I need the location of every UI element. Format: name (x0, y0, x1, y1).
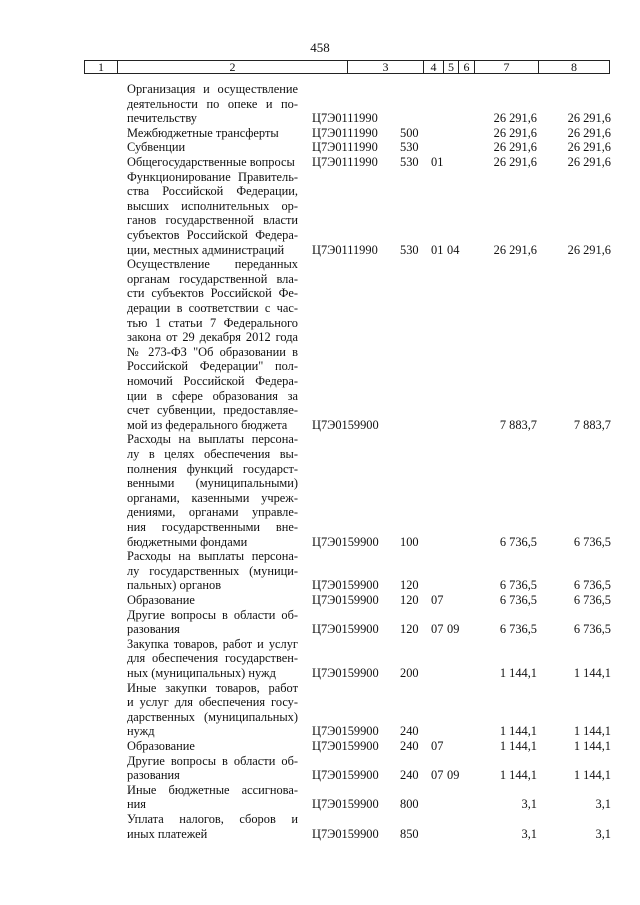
row-name-line: ции, местных администраций (127, 242, 285, 257)
subsection-code: 09 (447, 768, 460, 783)
target-code: Ц7Э0159900 (312, 417, 379, 432)
expense-type: 800 (400, 797, 419, 812)
row-name (127, 257, 298, 432)
target-code: Ц7Э0159900 (312, 724, 379, 739)
row-name (127, 593, 298, 608)
row-name-line: тью 1 статьи 7 Федерального (127, 315, 298, 330)
header-col-6: 6 (459, 61, 475, 73)
row-name (127, 812, 298, 841)
header-col-2: 2 (118, 61, 348, 73)
row-name-line: венными (муниципальными) (127, 476, 298, 491)
expense-type: 120 (400, 593, 419, 607)
row-name (127, 754, 298, 783)
row-name (127, 126, 298, 141)
target-code: Ц7Э0111990 (312, 155, 378, 169)
row-name (127, 140, 298, 155)
row-name-line: счет субвенции, предоставляе- (127, 403, 298, 418)
row-name-line: Закупка товаров, работ и услуг (127, 636, 298, 651)
section-code: 07 (431, 622, 444, 637)
table-row (0, 549, 640, 593)
amount-col-8: 26 291,6 (567, 140, 611, 155)
row-name-line: ния (127, 797, 146, 812)
row-name-line: ции в сфере образования за (127, 388, 298, 403)
expense-type: 530 (400, 155, 419, 169)
row-name-line: № 273-ФЗ "Об образовании в (127, 344, 298, 359)
row-name (127, 608, 298, 637)
row-name-line: сти субъектов Российской Фе- (127, 286, 298, 301)
amount-col-8: 1 144,1 (573, 724, 611, 739)
subsection-code: 09 (447, 622, 460, 637)
header-col-1: 1 (85, 61, 118, 73)
table-row (0, 608, 640, 637)
target-code: Ц7Э0159900 (312, 739, 379, 753)
row-name-line: органам государственной вла- (127, 271, 298, 286)
row-name (127, 82, 298, 126)
row-name-line: закона от 29 декабря 2012 года (127, 330, 298, 345)
amount-col-7: 7 883,7 (499, 417, 537, 432)
amount-col-7: 6 736,5 (499, 534, 537, 549)
target-code: Ц7Э0159900 (312, 826, 379, 841)
target-code: Ц7Э0111990 (312, 242, 378, 257)
row-name-line: мой из федерального бюджета (127, 417, 288, 432)
row-name (127, 783, 298, 812)
row-name-line: и услуг для обеспечения госу- (127, 695, 298, 710)
table-row (0, 812, 640, 841)
row-name (127, 681, 298, 739)
row-name (127, 637, 298, 681)
row-name-line: субъектов Российской Федера- (127, 227, 298, 242)
section-code: 01 (431, 242, 444, 257)
row-name-line: Образование (127, 739, 195, 753)
target-code: Ц7Э0111990 (312, 140, 378, 155)
amount-col-8: 1 144,1 (573, 768, 611, 783)
amount-col-8: 1 144,1 (573, 665, 611, 680)
table-header-row (84, 60, 610, 74)
table-row (0, 681, 640, 739)
row-name (127, 549, 298, 593)
amount-col-8: 6 736,5 (573, 578, 611, 593)
row-name-line: ства Российской Федерации, (127, 184, 298, 199)
row-name-line: лу в целях обеспечения вы- (127, 446, 298, 461)
amount-col-7: 26 291,6 (493, 242, 537, 257)
row-name-line: иных платежей (127, 826, 208, 841)
row-name-line: разования (127, 768, 180, 783)
target-code: Ц7Э0159900 (312, 622, 379, 637)
row-name-line: разования (127, 622, 180, 637)
row-name-line: нужд (127, 724, 155, 739)
target-code: Ц7Э0111990 (312, 111, 378, 126)
table-row (0, 754, 640, 783)
header-col-8: 8 (571, 60, 577, 74)
table-row (0, 593, 640, 608)
table-row (0, 637, 640, 681)
expense-type: 530 (400, 140, 419, 155)
row-name-line: Организация и осуществление (127, 82, 298, 96)
section-code: 07 (431, 768, 444, 783)
page-number: 458 (310, 40, 330, 55)
amount-col-7: 26 291,6 (493, 155, 537, 169)
row-name-line: деятельности по опеке и по- (127, 96, 298, 111)
row-name-line: Осуществление переданных (127, 257, 298, 272)
expense-type: 120 (400, 578, 419, 593)
row-name-line: бюджетными фондами (127, 534, 248, 549)
table-row (0, 783, 640, 812)
target-code: Ц7Э0111990 (312, 125, 378, 140)
expense-type: 120 (400, 622, 419, 637)
expense-type: 240 (400, 768, 419, 783)
amount-col-8: 26 291,6 (567, 242, 611, 257)
expense-type: 530 (400, 242, 419, 257)
amount-col-8: 6 736,5 (573, 534, 611, 549)
amount-col-7: 26 291,6 (493, 111, 537, 126)
amount-col-7: 1 144,1 (499, 665, 537, 680)
target-code: Ц7Э0159900 (312, 665, 379, 680)
amount-col-8: 3,1 (595, 826, 611, 841)
row-name (127, 432, 298, 549)
header-col-4: 4 (424, 61, 444, 73)
amount-col-7: 26 291,6 (493, 125, 537, 140)
row-name-line: Расходы на выплаты персона- (127, 549, 298, 564)
amount-col-8: 1 144,1 (573, 739, 611, 753)
section-code: 07 (431, 739, 444, 753)
section-code: 07 (431, 593, 444, 607)
row-name-line: Иные бюджетные ассигнова- (127, 782, 298, 797)
amount-col-7: 3,1 (521, 797, 537, 812)
target-code: Ц7Э0159900 (312, 797, 379, 812)
row-name (127, 739, 298, 754)
amount-col-8: 7 883,7 (573, 417, 611, 432)
header-col-7: 7 (475, 61, 539, 73)
row-name-line: Функционирование Правитель- (127, 169, 298, 184)
table-row (0, 82, 640, 126)
amount-col-7: 1 144,1 (499, 768, 537, 783)
row-name-line: Другие вопросы в области об- (127, 753, 298, 768)
row-name-line: Образование (127, 593, 195, 607)
amount-col-7: 6 736,5 (499, 593, 537, 607)
target-code: Ц7Э0159900 (312, 768, 379, 783)
header-col-5: 5 (444, 61, 459, 73)
row-name-line: дерации в соответствии с час- (127, 300, 298, 315)
row-name-line: Российской Федерации" пол- (127, 359, 298, 374)
table-row (0, 739, 640, 754)
row-name-line: Общегосударственные вопросы (127, 155, 295, 169)
row-name-line: Уплата налогов, сборов и (127, 812, 298, 826)
target-code: Ц7Э0159900 (312, 534, 379, 549)
row-name-line: Расходы на выплаты персона- (127, 432, 298, 447)
row-name-line: высших исполнительных ор- (127, 198, 298, 213)
amount-col-8: 26 291,6 (567, 155, 611, 169)
amount-col-8: 6 736,5 (573, 593, 611, 607)
amount-col-7: 26 291,6 (493, 140, 537, 155)
expense-type: 200 (400, 665, 419, 680)
table-row (0, 432, 640, 549)
section-code: 01 (431, 155, 444, 169)
row-name-line: дениями, органами управле- (127, 505, 298, 520)
row-name-line: органами, казенными учреж- (127, 490, 298, 505)
row-name-line: Другие вопросы в области об- (127, 607, 298, 622)
header-col-3: 3 (348, 61, 424, 73)
row-name-line: полнения функций государст- (127, 461, 298, 476)
row-name-line: пальных) органов (127, 578, 222, 593)
row-name-line: лу государственных (муници- (127, 563, 298, 578)
subsection-code: 04 (447, 242, 460, 257)
amount-col-7: 3,1 (521, 826, 537, 841)
row-name-line: номочий Российской Федера- (127, 373, 298, 388)
row-name-line: печительству (127, 111, 197, 126)
row-name-line: Межбюджетные трансферты (127, 125, 279, 140)
amount-col-7: 6 736,5 (499, 578, 537, 593)
expense-type: 850 (400, 826, 419, 841)
target-code: Ц7Э0159900 (312, 593, 379, 607)
row-name-line: дарственных (муниципальных) (127, 709, 298, 724)
expense-type: 500 (400, 125, 419, 140)
row-name (127, 155, 298, 170)
table-row (0, 140, 640, 155)
row-name-line: для обеспечения государствен- (127, 651, 298, 666)
table-row (0, 257, 640, 432)
amount-col-8: 26 291,6 (567, 111, 611, 126)
amount-col-8: 3,1 (595, 797, 611, 812)
row-name-line: Субвенции (127, 140, 186, 155)
table-row (0, 126, 640, 141)
row-name (127, 170, 298, 258)
amount-col-7: 6 736,5 (499, 622, 537, 637)
table-row (0, 155, 640, 170)
row-name-line: ганов государственной власти (127, 213, 298, 228)
expense-type: 100 (400, 534, 419, 549)
expense-type: 240 (400, 739, 419, 753)
row-name-line: Иные закупки товаров, работ (127, 680, 298, 695)
table-row (0, 170, 640, 258)
amount-col-8: 26 291,6 (567, 125, 611, 140)
row-name-line: ния государственными вне- (127, 519, 298, 534)
amount-col-7: 1 144,1 (499, 724, 537, 739)
amount-col-7: 1 144,1 (499, 739, 537, 753)
amount-col-8: 6 736,5 (573, 622, 611, 637)
row-name-line: ных (муниципальных) нужд (127, 665, 276, 680)
expense-type: 240 (400, 724, 419, 739)
target-code: Ц7Э0159900 (312, 578, 379, 593)
